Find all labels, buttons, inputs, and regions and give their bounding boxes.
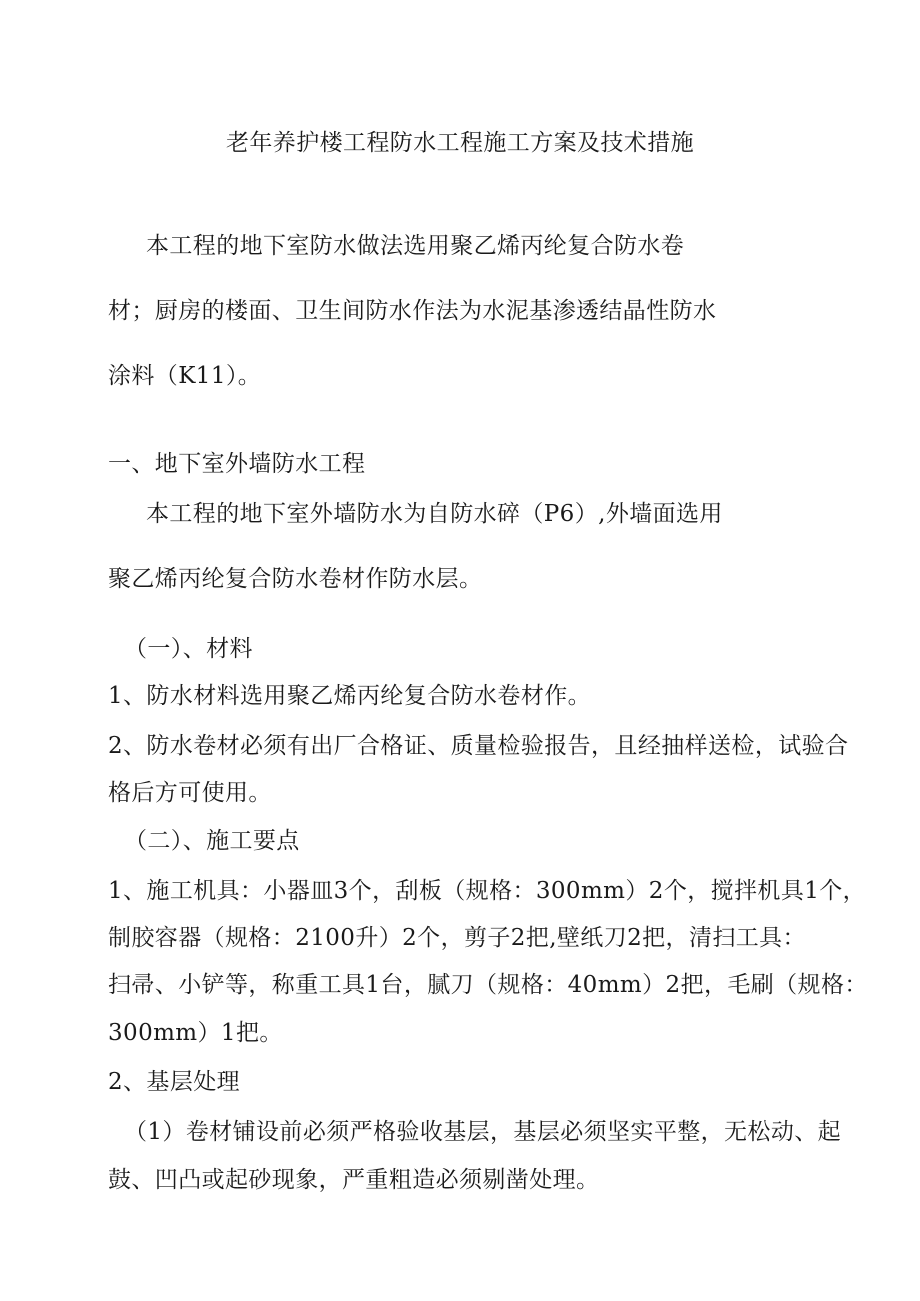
section1-paragraph-line-2: 聚乙烯丙纶复合防水卷材作防水层。 bbox=[108, 566, 483, 592]
intro-line-3: 涂料（K11）。 bbox=[108, 363, 262, 389]
sub2-item-1-line-2: 制胶容器（规格：2100升）2个，剪子2把,壁纸刀2把，清扫工具： bbox=[108, 925, 806, 951]
intro-line-1: 本工程的地下室防水做法选用聚乙烯丙纶复合防水卷 bbox=[146, 233, 685, 259]
sub1-item-1: 1、防水材料选用聚乙烯丙纶复合防水卷材作。 bbox=[108, 683, 592, 709]
sub2-item-2-point-1-line-2: 鼓、凹凸或起砂现象，严重粗造必须剔凿处理。 bbox=[108, 1167, 600, 1193]
section1-paragraph-line-1: 本工程的地下室外墙防水为自防水碎（P6）,外墙面选用 bbox=[146, 501, 723, 527]
sub2-item-2-heading: 2、基层处理 bbox=[108, 1069, 241, 1095]
sub2-item-1-line-1: 1、施工机具：小器皿3个，刮板（规格：300mm）2个，搅拌机具1个， bbox=[108, 878, 867, 904]
sub2-item-1-line-4: 300mm）1把。 bbox=[108, 1020, 283, 1046]
intro-line-2: 材；厨房的楼面、卫生间防水作法为水泥基渗透结晶性防水 bbox=[108, 298, 717, 324]
sub2-heading: （二）、施工要点 bbox=[124, 828, 300, 854]
sub2-item-2-point-1-line-1: （1）卷材铺设前必须严格验收基层，基层必须坚实平整，无松动、起 bbox=[124, 1119, 842, 1145]
document-title: 老年养护楼工程防水工程施工方案及技术措施 bbox=[226, 130, 694, 156]
sub1-item-2-cont: 格后方可使用。 bbox=[108, 780, 272, 806]
sub1-heading: （一）、材料 bbox=[124, 636, 253, 662]
sub2-item-1-line-3: 扫帚、小铲等，称重工具1台，腻刀（规格：40mm）2把，毛刷（规格： bbox=[108, 972, 868, 998]
section1-heading: 一、地下室外墙防水工程 bbox=[108, 451, 366, 477]
sub1-item-2: 2、防水卷材必须有出厂合格证、质量检验报告，且经抽样送检，试验合 bbox=[108, 733, 849, 759]
